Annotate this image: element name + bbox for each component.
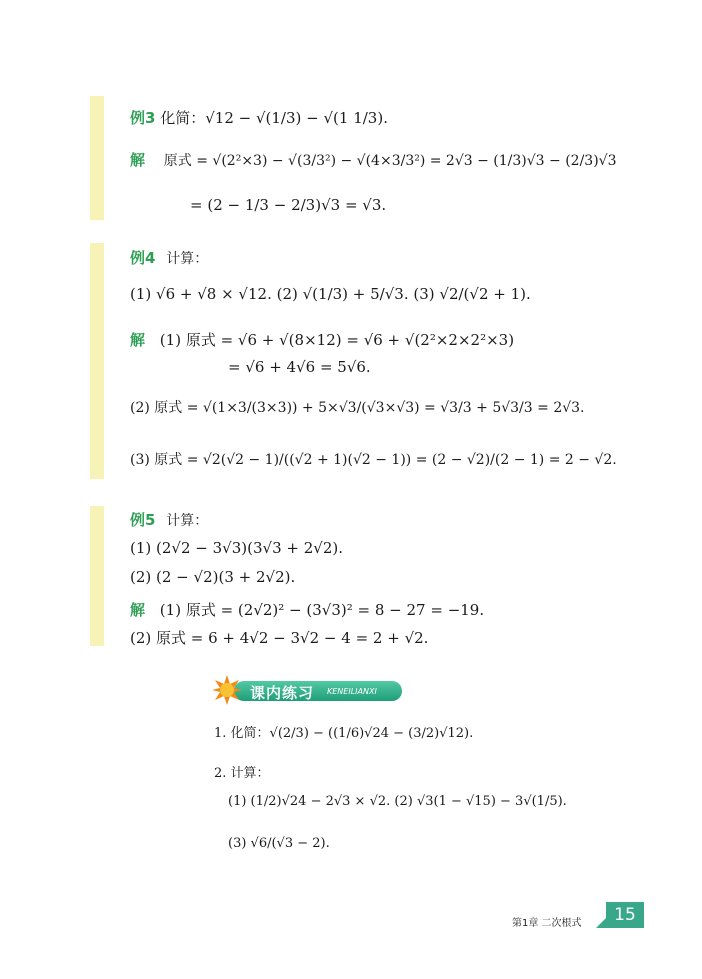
example4-solution2-line [130, 397, 585, 418]
example4-solution3: (3) 原式 = √2(√2 − 1)/((√2 + 1)(√2 − 1)) = (2 − √2)/(2 − 1) = 2 − √2. [130, 452, 617, 468]
exercise-q1: 1. 化简：√(2/3) − ((1/6)√24 − (3/2)√12). [214, 726, 474, 741]
exercise-q2-parts: (1) (1/2)√24 − 2√3 × √2. (2) √3(1 − √15) − 3√(1/5). [228, 794, 567, 809]
example5-problem1: (1) (2√2 − 3√3)(3√3 + 2√2). [130, 539, 343, 557]
example5-title-line [130, 510, 208, 531]
example3-problem-line [130, 108, 388, 128]
exercise-banner [212, 675, 402, 703]
example4-solution1-line2 [228, 357, 371, 377]
chapter-footer: 第1章 二次根式 [512, 918, 582, 929]
example4-problems: (1) √6 + √8 × √12. (2) √(1/3) + 5/√3. (3) √2/(√2 + 1). [130, 285, 531, 303]
page-number: 15 [606, 902, 644, 928]
example3-solution-line1 [130, 150, 617, 171]
example4-solution3-line [130, 449, 617, 470]
example5-label: 例5 [130, 511, 156, 529]
example5-problem2: (2) (2 − √2)(3 + 2√2). [130, 568, 296, 586]
exercise-q1-line [214, 724, 473, 744]
example4-solution2: (2) 原式 = √(1×3/(3×3)) + 5×√3/(√3×√3) = √3/3 + 5√3/3 = 2√3. [130, 400, 585, 416]
margin-band-example5 [90, 506, 104, 646]
example4-solution1-step2: = √6 + 4√6 = 5√6. [228, 358, 371, 376]
example3-solution-step2: = (2 − 1/3 − 2/3)√3 = √3. [190, 196, 387, 214]
example4-solution1-step1: (1) 原式 = √6 + √(8×12) = √6 + √(2²×2×2²×3) [159, 331, 515, 349]
example3-solution-step1: 原式 = √(2²×3) − √(3/3²) − √(4×3/3²) = 2√3 − (1/3)√3 − (2/3)√3 [163, 153, 617, 169]
example5-problem1-line [130, 538, 343, 558]
example3-solution-label: 解 [130, 151, 146, 169]
example5-solution1: (1) 原式 = (2√2)² − (3√3)² = 8 − 27 = −19. [159, 601, 485, 619]
example4-title-line [130, 248, 208, 269]
margin-band-example3 [90, 96, 104, 220]
example4-problems-line [130, 284, 531, 304]
exercise-title: 课内练习 [250, 684, 315, 702]
example4-label: 例4 [130, 249, 156, 267]
exercise-q2-part3: (3) √6/(√3 − 2). [228, 836, 330, 851]
example3-problem: 化简：√12 − √(1/3) − √(1 1/3). [160, 109, 388, 127]
example3-solution-line2 [190, 195, 386, 215]
sun-icon [212, 675, 242, 705]
margin-band-example4 [90, 243, 104, 479]
exercise-q2-part3-line [228, 834, 330, 854]
example5-solution-label: 解 [130, 601, 146, 619]
example5-prompt: 计算： [166, 513, 209, 529]
example4-solution1-line1 [130, 330, 514, 350]
example4-prompt: 计算： [166, 251, 209, 267]
exercise-q2-parts-line [228, 792, 567, 812]
example5-solution2: (2) 原式 = 6 + 4√2 − 3√2 − 4 = 2 + √2. [130, 629, 429, 647]
example5-solution1-line [130, 600, 484, 620]
exercise-q2-label: 2. 计算： [214, 766, 270, 781]
example5-solution2-line [130, 628, 428, 648]
exercise-subtitle: KENEILIANXI [327, 687, 377, 696]
example3-label: 例3 [130, 109, 156, 127]
exercise-q2-label-line [214, 764, 270, 784]
example5-problem2-line [130, 567, 295, 587]
example4-solution-label: 解 [130, 331, 146, 349]
